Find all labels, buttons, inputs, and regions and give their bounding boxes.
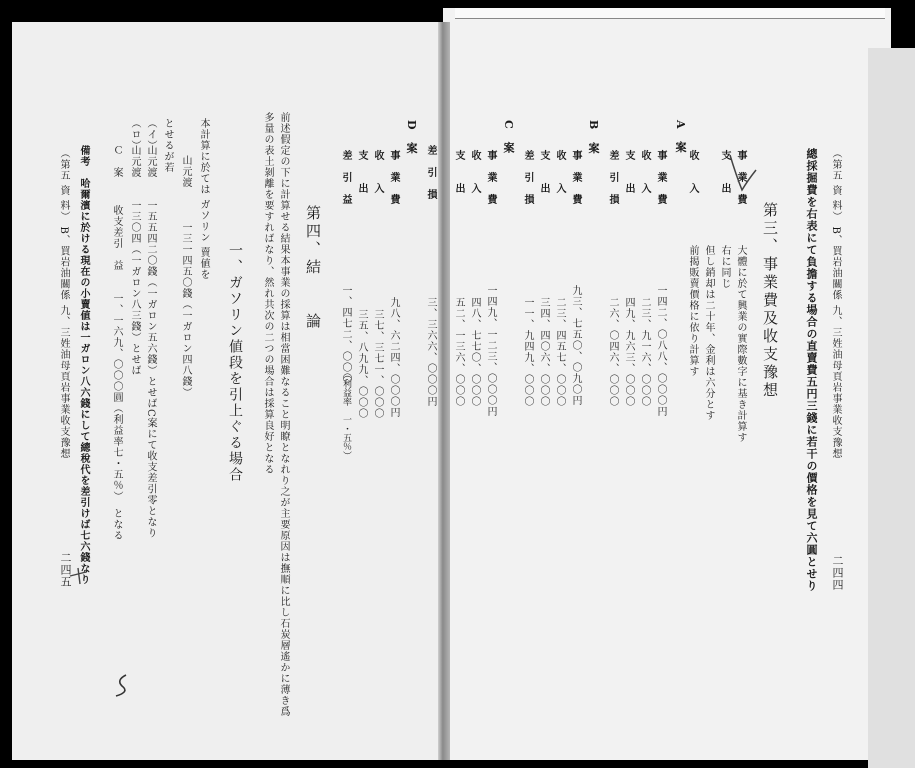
case-a-shishutsu-note2: 但し銷却は二十年、金利は六分とす (703, 245, 714, 421)
case-b-row-label: 差 引 損 (522, 150, 533, 205)
case-b-row-value: 三四、四〇六、〇〇〇 (538, 297, 549, 407)
case-c-row-value: 五二、一三六、〇〇〇 (453, 297, 464, 407)
case-a-shuunyuu-note: 前揭販賣價格に依り計算す (687, 245, 698, 377)
case-a-shuunyuu-header: 收 入 (687, 150, 698, 194)
case-c-row-label: 事 業 費 (485, 150, 496, 205)
case-a-shishutsu-header: 支 出 (719, 150, 730, 194)
case-d-row-value: 一、四七二、〇〇〇 (340, 285, 351, 384)
case-c-result-text: 收支差引 益 一、一六九、〇〇〇圓（利益率七・五％） となる (111, 205, 122, 541)
case-d-label: D 案 (405, 120, 418, 155)
pencil-mark (66, 566, 96, 586)
case-b-row-label: 收 入 (554, 150, 565, 194)
conclusion-paragraph-1: 前述假定の下に計算せる結果本事業の採算は相當困難なること明瞭となれり之が主要原因は撫順に比し石炭層遙かに薄き爲 (278, 112, 289, 717)
case-b-row-value: 一一、九四九、〇〇〇 (522, 297, 533, 407)
page-edge-top (455, 8, 885, 19)
case-a-row-value: 四九、九六三、〇〇〇 (623, 297, 634, 407)
item-i-text: 山元渡 一五五四二〇錢（一ガロン五六錢）とせばC案にて收支差引零となり (145, 145, 156, 539)
gasoline-text-2: とせるが若 (162, 118, 173, 173)
case-c-row-value: 四八、七七〇、〇〇〇 (469, 297, 480, 407)
case-a-jigyouhi-note: 大體に於て興業の實際數字に基き計算す (735, 245, 746, 443)
case-a-row-value: 一四二、〇八八、〇〇〇円 (655, 285, 666, 417)
case-b-label: B 案 (587, 120, 600, 155)
case-b-row-label: 事 業 費 (570, 150, 581, 205)
case-c-tail-value: 三、三六六、〇〇〇円 (425, 297, 436, 407)
case-d-row-label: 支 出 (356, 150, 367, 194)
case-a-row-label: 收 入 (639, 150, 650, 194)
intro-line: 總採掘費を右表にて負擔する場合の直賣費五円三錢に若干の價格を見て六圓とせり (805, 148, 818, 592)
case-d-row-value: 九八、六二四、〇〇〇円 (388, 297, 399, 418)
gasoline-text: 本計算に於ては ガソリン 賣値を (198, 118, 209, 281)
conclusion-title: 第四、結 論 (304, 205, 322, 331)
case-b-row-value: 九三、七五〇、〇九〇円 (570, 285, 581, 406)
case-c-label: C 案 (502, 120, 515, 154)
case-b-row-label: 支 出 (538, 150, 549, 194)
gasoline-price-value: 一三一四五〇錢（一ガロン四八錢） (180, 222, 191, 398)
case-d-profit-rate: （利益率 一・五％） (341, 370, 351, 460)
case-d-row-value: 三七、三七一、〇〇〇 (372, 309, 383, 419)
page-edge-right (868, 48, 915, 768)
case-a-row-value: 二三、九一六、〇〇〇 (639, 297, 650, 407)
running-header: （第五 資 料） B、買岩油關係 九、三姓油母頁岩事業收支豫想 (830, 148, 841, 460)
case-a-label: A 案 (674, 120, 687, 154)
case-a-shishutsu-note1: 右に同じ (719, 245, 730, 289)
remark: 備考 哈爾濱に於ける現在の小賣値は一ガロン八六錢にして總稅代を差引けば七六錢なり (78, 145, 89, 585)
item-ro-label: （ロ） (129, 118, 140, 151)
pencil-mark (110, 672, 134, 700)
pencil-mark (722, 150, 762, 200)
case-d-row-label: 差 引 益 (340, 150, 351, 205)
case-b-row-value: 二三、四五七、〇〇〇 (554, 297, 565, 407)
case-a-row-label: 差 引 損 (607, 150, 618, 205)
running-footer: （第五 資 料） B、買岩油關係 九、三姓油母頁岩事業收支豫想 (58, 148, 69, 460)
gasoline-price-label: 山元渡 (180, 155, 191, 188)
case-c-row-label: 收 入 (469, 150, 480, 194)
case-c-result-label: Ｃ 案 (111, 145, 122, 178)
case-d-row-label: 收 入 (372, 150, 383, 194)
conclusion-paragraph-2: 多量の表土剝離を要すればなり、然れ共次の二つの場合は採算良好となる (262, 112, 273, 475)
case-c-row-value: 一四九、一二三、〇〇〇円 (485, 285, 496, 417)
case-a-row-label: 事 業 費 (655, 150, 666, 205)
case-d-row-label: 事 業 費 (388, 150, 399, 205)
section-title: 第三、事業費及收支豫想 (761, 202, 779, 400)
case-c-row-label: 支 出 (453, 150, 464, 194)
book-gutter (438, 22, 450, 760)
page-number: 二四四 (831, 555, 844, 591)
subsection-title: 一、ガソリン値段を引上ぐる場合 (227, 243, 243, 483)
case-a-jigyouhi-header: 事 業 費 (735, 150, 746, 205)
item-ro-text: 山元渡 一三〇四（一ガロン八三錢）とせば (129, 145, 140, 376)
case-a-row-label: 支 出 (623, 150, 634, 194)
case-c-tail-label: 差 引 損 (425, 145, 436, 200)
item-i-label: （イ） (145, 118, 156, 151)
case-a-row-value: 二六、〇四六、〇〇〇 (607, 297, 618, 407)
case-d-row-value: 三五、八九九、〇〇〇 (356, 309, 367, 419)
page-number: 二四五 (59, 552, 72, 588)
